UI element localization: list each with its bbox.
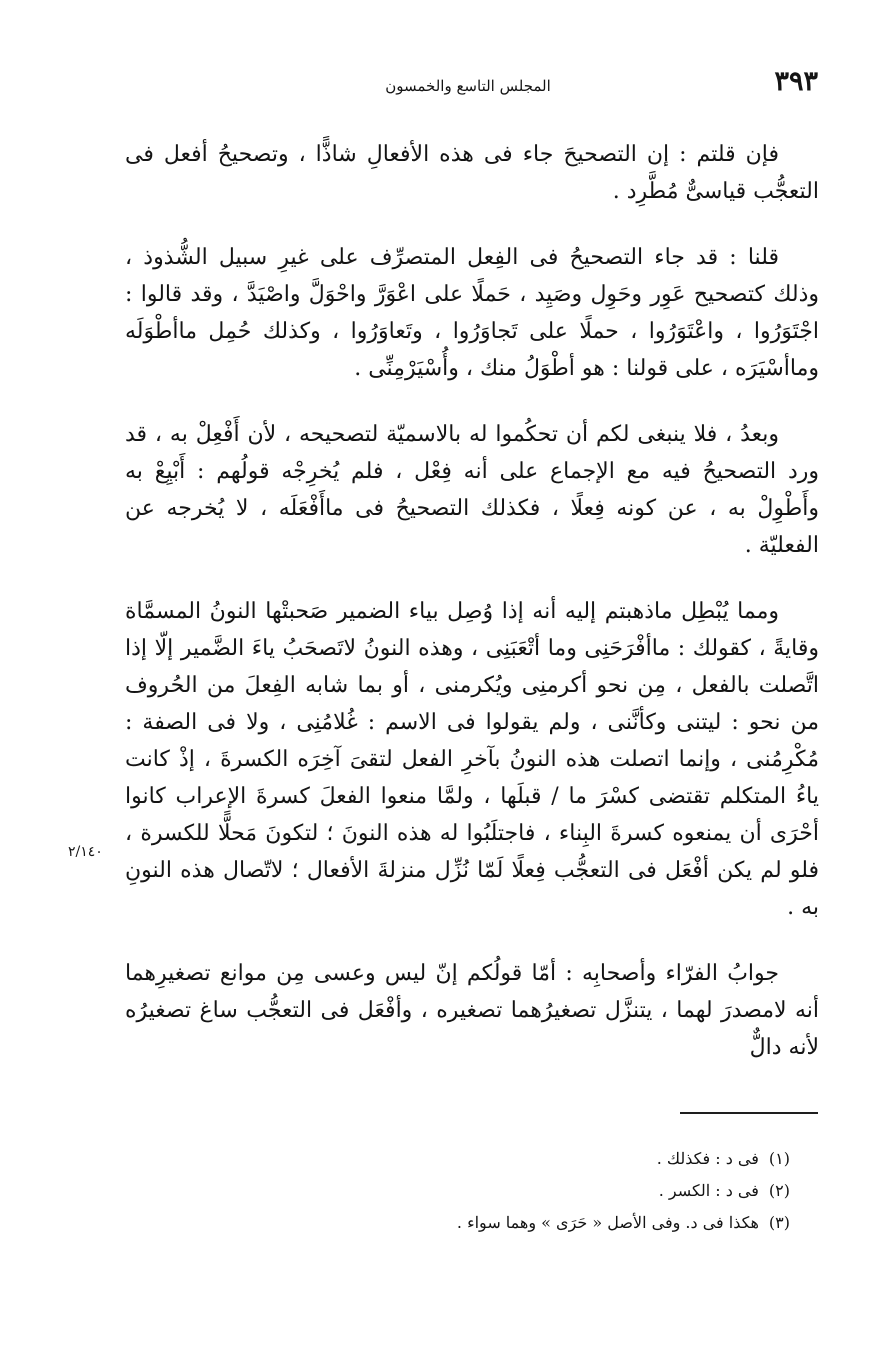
footnote-number: (٣) [768,1213,790,1232]
footnote [300,1175,790,1207]
page-header [118,62,818,106]
running-title: المجلس التاسع والخمسون [385,77,551,95]
page-number: ٣٩٣ [774,66,818,97]
footnote-text: هكذا فى د. وفى الأصل « حَرَى » وهما سواء . [456,1213,759,1232]
paragraph: قلنا : قد جاء التصحيحُ فى الفِعل المتصرِّف على غيرِ سبيل الشُّذوذ ، وذلك كتصحيح عَوِر وحَوِل وصَيِد ، حَملًا على اعْوَرَّ واحْوَلَّ واصْيَدَّ ، وقد قالوا : اجْتَوَرُوا ، واعْتَوَرُوا ، حملًا على تَجاوَرُوا ، وتَعاوَرُوا ، وكذلك حُمِل ماأطْوَلَه وماأسْيَرَه ، على قولنا : هو أطْوَلُ منك ، وأُسْيَرْمِنِّى . [125,245,819,381]
footnote [300,1143,790,1175]
footnotes [300,1143,790,1239]
footnote-number: (١) [768,1149,790,1168]
paragraph: فإن قلتم : إن التصحيحَ جاء فى هذه الأفعالِ شاذًّا ، وتصحيحُ أفعل فى التعجُّب قياسىٌّ مُطَّرِد . [125,142,819,204]
main-text [125,136,819,1066]
footnote [300,1207,790,1239]
footnote-text: فى د : فكذلك . [656,1149,759,1168]
paragraph: جوابُ الفرّاء وأصحابِه : أمّا قولُكم إنّ ليس وعسى مِن موانع تصغيرِهما أنه لامصدرَ لهما ، يتنزَّل تصغيرُهما تصغيره ، وأفْعَل فى التعجُّب ساغ تصغيرُه لأنه دالٌّ [125,961,819,1060]
margin-reference: ٢/١٤٠ [68,844,103,860]
footnote-number: (٢) [768,1181,790,1200]
footnote-divider [680,1112,818,1114]
paragraph: ومما يُبْطِل ماذهبتم إليه أنه إذا وُصِل بياء الضمير صَحبتْها النونُ المسمَّاة وقايةً ، كقولك : ماأفْرَحَنِى وما أتْعَبَنِى ، وهذه النونُ لاتَصحَبُ ياءَ الضَّمير إلّا إذا اتَّصلت بالفعل ، مِن نحو أكرمنِى ويُكرمنى ، أو بما شابه الفِعلَ من الحُروف من نحو : ليتنى وكأنَّنى ، ولم يقولوا فى الاسم : غُلامُنِى ، ولا فى الصفة : مُكْرِمُنى ، وإنما اتصلت هذه النونُ بآخرِ الفعل لتقىَ آخِرَه الكسرةَ ، إذْ كانت ياءُ المتكلم تقتضى كسْرَ ما / قبلَها ، ولمَّا منعوا الفعلَ كسرةَ الإعراب كانوا أحْرَى أن يمنعوه كسرةَ البِناء ، فاجتلَبُوا له هذه النونَ ؛ لتكونَ مَحلًّا للكسرة ، فلو لم يكن أفْعَل فى التعجُّب فِعلًا لَمّا نُزِّل منزلةَ الأفعال ؛ لاتّصال هذه النونِ به . [125,599,819,920]
paragraph: وبعدُ ، فلا ينبغى لكم أن تحكُموا له بالاسميّة لتصحيحه ، لأن أَفْعِلْ به ، قد ورد التصحيحُ فيه مع الإجماع على أنه فِعْل ، فلم يُخرِجْه قولُهم : أَبْيِعْ به وأَطْوِلْ به ، عن كونه فِعلًا ، فكذلك التصحيحُ فى ماأَفْعَلَه ، لا يُخرجه عن الفعليّة . [125,422,819,558]
footnote-text: فى د : الكسر . [658,1181,759,1200]
